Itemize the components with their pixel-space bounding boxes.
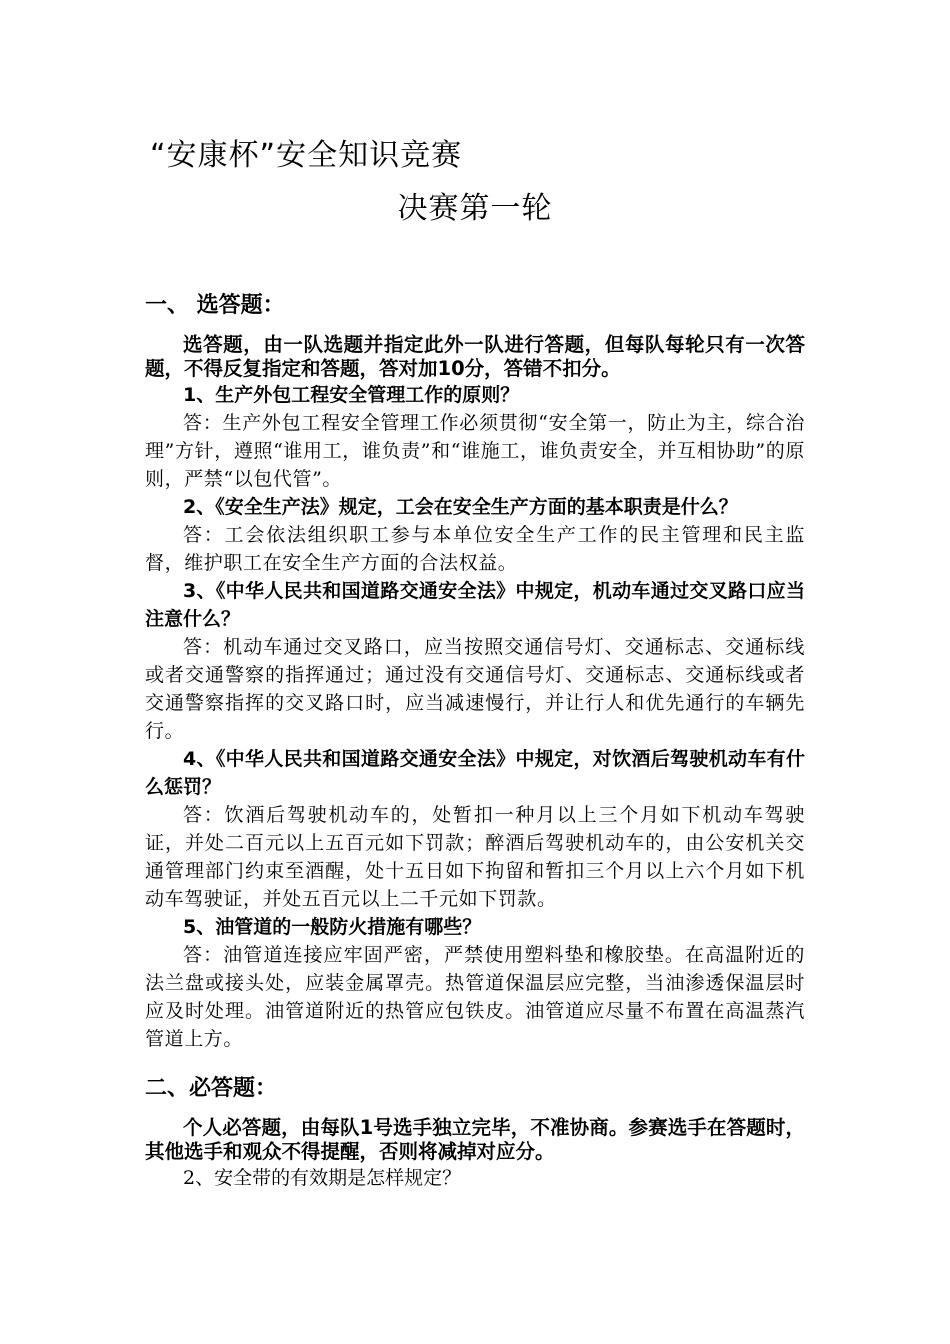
question-4: 4、《中华人民共和国道路交通安全法》中规定，对饮酒后驾驶机动车有什么惩罚？ <box>145 748 805 798</box>
document-subtitle: 决赛第一轮 <box>397 191 553 226</box>
question-3: 3、《中华人民共和国道路交通安全法》中规定，机动车通过交叉路口应当注意什么？ <box>145 580 805 630</box>
answer-3: 答：机动车通过交叉路口，应当按照交通信号灯、交通标志、交通标线或者交通警察的指挥通过；通过没有交通信号灯、交通标志、交通标线或者交通警察指挥的交叉路口时，应当减速慢行，并让行人和优先通行的车辆先行。 <box>145 636 805 742</box>
question-1: 1、生产外包工程安全管理工作的原则？ <box>183 384 520 406</box>
answer-5: 答：油管道连接应牢固严密，严禁使用塑料垫和橡胶垫。在高温附近的法兰盘或接头处，应装金属罩壳。热管道保温层应完整，当油渗透保温层时应及时处理。油管道附近的热管应包铁皮。油管道应尽量不布置在高温蒸汽管道上方。 <box>145 944 805 1050</box>
section-1-intro: 选答题，由一队选题并指定此外一队进行答题，但每队每轮只有一次答题，不得反复指定和答题，答对加10分，答错不扣分。 <box>145 333 805 380</box>
section-2-intro: 个人必答题，由每队1号选手独立完毕，不准协商。参赛选手在答题时，其他选手和观众不得提醒，否则将减掉对应分。 <box>145 1116 805 1163</box>
section-2-question-2: 2、安全带的有效期是怎样规定？ <box>183 1167 462 1189</box>
question-5: 5、油管道的一般防火措施有哪些？ <box>183 916 482 938</box>
document-title: “安康杯”安全知识竞赛 <box>150 138 463 173</box>
document-body <box>145 288 805 1192</box>
question-2: 2、《安全生产法》规定，工会在安全生产方面的基本职责是什么？ <box>183 496 738 518</box>
section-1-heading: 一、 选答题： <box>145 293 285 318</box>
section-2-heading: 二、必答题： <box>145 1076 278 1101</box>
answer-2: 答：工会依法组织职工参与本单位安全生产工作的民主管理和民主监督，维护职工在安全生产方面的合法权益。 <box>145 524 805 574</box>
answer-1: 答：生产外包工程安全管理工作必须贯彻“安全第一，防止为主，综合治理”方针，遵照“谁用工，谁负责”和“谁施工，谁负责安全，并互相协助”的原则，严禁“以包代管”。 <box>145 412 805 490</box>
answer-4: 答：饮酒后驾驶机动车的，处暂扣一种月以上三个月如下机动车驾驶证，并处二百元以上五百元如下罚款；醉酒后驾驶机动车的，由公安机关交通管理部门约束至酒醒，处十五日如下拘留和暂扣三个月以上六个月如下机动车驾驶证，并处五百元以上二千元如下罚款。 <box>145 804 805 910</box>
